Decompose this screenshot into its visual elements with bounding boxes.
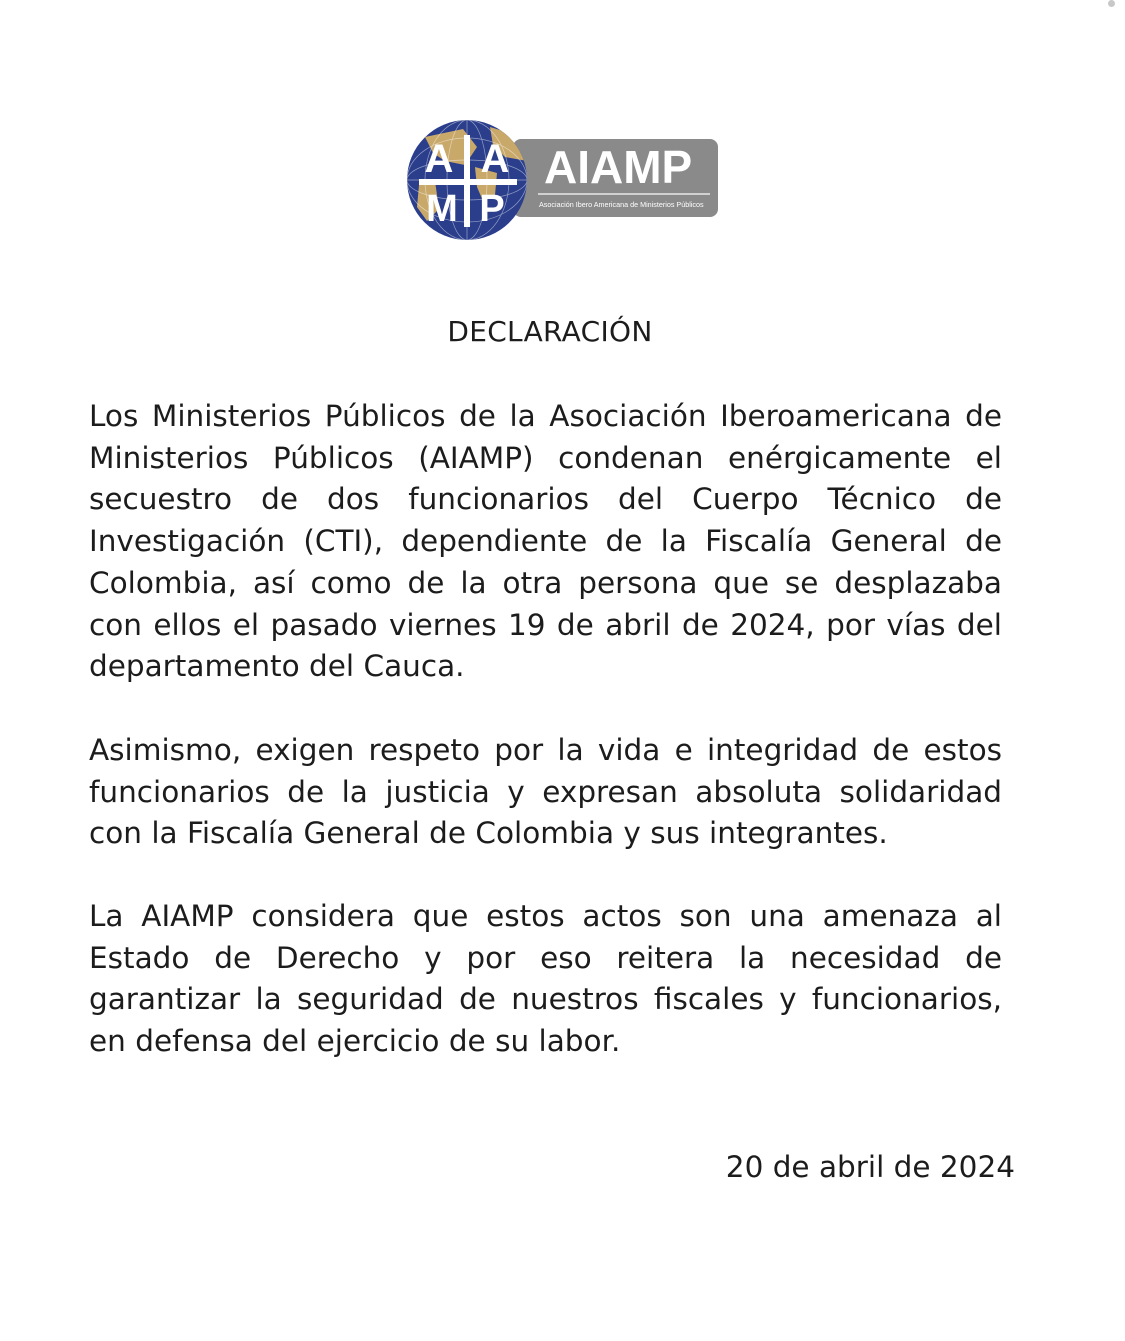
emblem-letter-a1: A: [424, 137, 454, 181]
paragraph-condemnation: Los Ministerios Públicos de la Asociación Iberoamericana de Ministerios Públicos (AIAMP) condenan enérgicamente el secuestro de dos funcionarios del Cuerpo Técnico de Investigación (CTI), dependiente de la Fiscalía General de Colombia, así como de la otra persona que se desplazaba con ellos el pasado viernes 19 de abril de 2024, por vías del departamento del Cauca.: [89, 399, 1002, 684]
paragraph-solidarity: Asimismo, exigen respeto por la vida e integridad de estos funcionarios de la justicia y expresan absoluta solidaridad con la Fiscalía General de Colombia y sus integrantes.: [89, 733, 1002, 851]
document-date: 20 de abril de 2024: [725, 1150, 1015, 1184]
emblem-letter-m: M: [426, 188, 458, 230]
emblem-letter-a2: A: [480, 137, 510, 181]
emblem-letter-i: I: [461, 137, 473, 181]
paragraph-rule-of-law: La AIAMP considera que estos actos son una amenaza al Estado de Derecho y por eso reitera la necesidad de garantizar la seguridad de nuestros fiscales y funcionarios, en defensa del ejercicio de su labor.: [89, 899, 1002, 1059]
aiamp-logo: [405, 117, 720, 245]
logo-tagline: Asociación Ibero Americana de Ministerios Públicos: [539, 200, 704, 209]
logo-wordmark: AIAMP: [544, 141, 693, 193]
aiamp-logo-graphic: [405, 117, 720, 245]
corner-dot: [1108, 0, 1115, 7]
document-title: DECLARACIÓN: [447, 315, 653, 348]
emblem-letter-p: P: [479, 188, 505, 230]
